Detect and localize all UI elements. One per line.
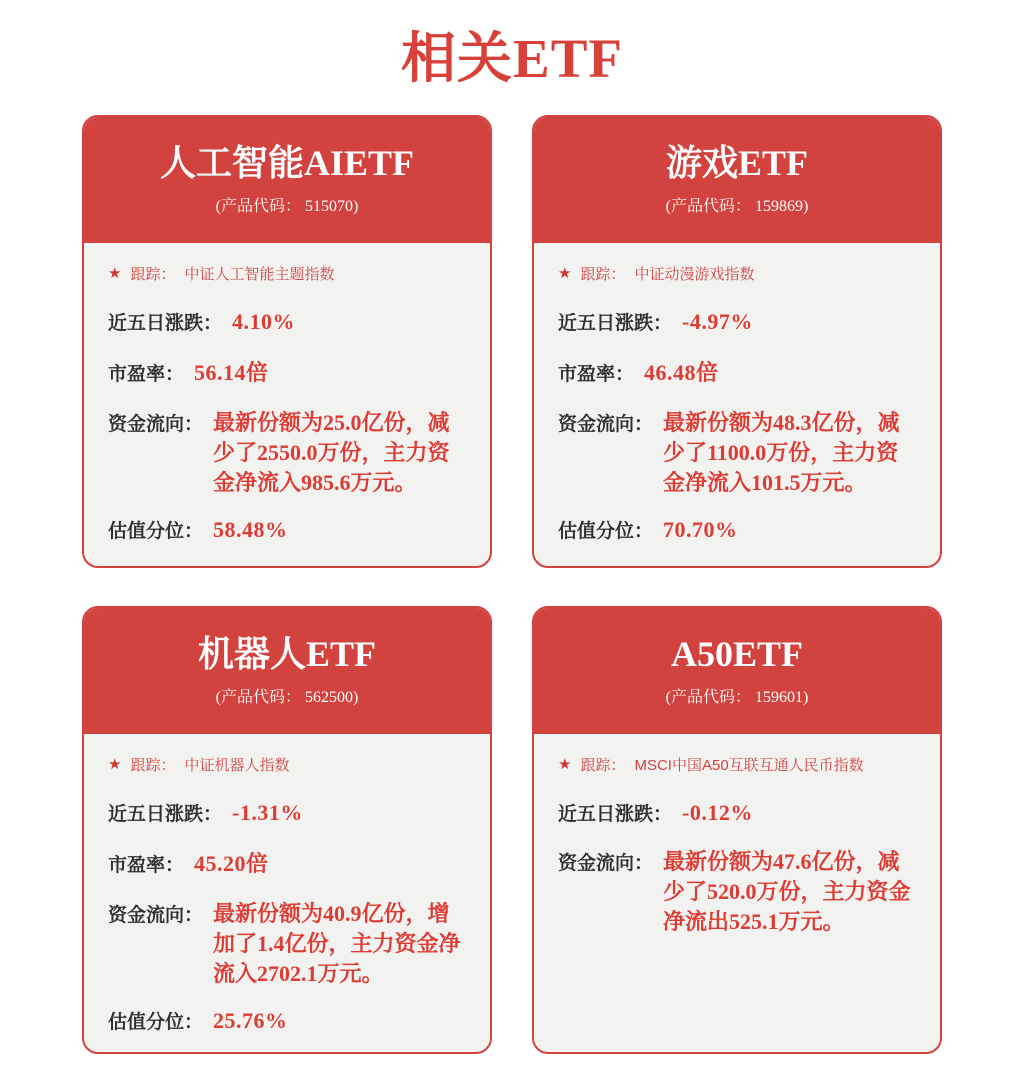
five-day-label: 近五日涨跌： [108, 804, 223, 825]
five-day-label: 近五日涨跌： [558, 804, 673, 825]
pe-label: 市盈率： [558, 364, 635, 385]
flow-label: 资金流向： [558, 414, 654, 435]
valuation-value: 25.76% [213, 1007, 288, 1033]
track-row [108, 263, 468, 284]
valuation-label: 估值分位： [108, 1011, 204, 1033]
valuation-row [108, 1007, 468, 1034]
pe-value: 46.48倍 [644, 360, 719, 385]
track-index: 中证动漫游戏指数 [634, 266, 755, 283]
pe-label: 市盈率： [108, 855, 185, 876]
flow-label: 资金流向： [108, 905, 204, 926]
five-day-value: -4.97% [682, 309, 753, 334]
five-day-row [558, 308, 918, 335]
etf-name: 游戏ETF [665, 142, 808, 183]
track-label: 跟踪： [580, 757, 626, 774]
etf-product-code: (产品代码： 159869) [665, 197, 809, 215]
etf-card-a50 [532, 606, 942, 1054]
flow-label: 资金流向： [558, 853, 654, 874]
valuation-label: 估值分位： [108, 520, 204, 542]
track-index: 中证人工智能主题指数 [184, 266, 335, 283]
five-day-row [558, 799, 918, 826]
pe-value: 56.14倍 [194, 360, 269, 385]
valuation-value: 58.48% [213, 516, 288, 542]
pe-value: 45.20倍 [194, 851, 269, 876]
five-day-label: 近五日涨跌： [558, 313, 673, 334]
flow-row [108, 408, 468, 498]
card-body [84, 734, 490, 1054]
five-day-label: 近五日涨跌： [108, 313, 223, 334]
track-row [558, 263, 918, 284]
track-row [558, 754, 918, 775]
flow-row [558, 408, 918, 498]
etf-card-game [532, 115, 942, 568]
flow-label: 资金流向： [108, 414, 204, 435]
card-header [534, 608, 940, 734]
valuation-value: 70.70% [663, 516, 738, 542]
track-label: 跟踪： [130, 266, 176, 283]
etf-name: A50ETF [670, 633, 803, 674]
card-body [84, 243, 490, 568]
flow-value: 最新份额为40.9亿份，增加了1.4亿份，主力资金净流入2702.1万元。 [213, 901, 461, 986]
star-icon: ★ [108, 756, 122, 773]
page-title: 相关ETF [401, 28, 623, 89]
valuation-row [108, 516, 468, 543]
pe-row [108, 847, 468, 878]
etf-product-code: (产品代码： 515070) [215, 197, 359, 215]
etf-product-code: (产品代码： 159601) [665, 688, 809, 706]
etf-product-code: (产品代码： 562500) [215, 688, 359, 706]
etf-card-robot [82, 606, 492, 1054]
five-day-value: -1.31% [232, 800, 303, 825]
pe-label: 市盈率： [108, 364, 185, 385]
star-icon: ★ [108, 265, 122, 282]
five-day-row [108, 308, 468, 335]
star-icon: ★ [558, 265, 572, 282]
star-icon: ★ [558, 756, 572, 773]
track-label: 跟踪： [580, 266, 626, 283]
etf-cards-grid [82, 115, 942, 1054]
track-label: 跟踪： [130, 757, 176, 774]
flow-row [108, 899, 468, 989]
card-header [534, 117, 940, 243]
track-index: MSCI中国A50互联互通人民币指数 [634, 757, 864, 774]
track-row [108, 754, 468, 775]
card-body [534, 243, 940, 568]
flow-value: 最新份额为47.6亿份，减少了520.0万份，主力资金净流出525.1万元。 [663, 849, 911, 934]
flow-row [558, 847, 918, 937]
five-day-value: -0.12% [682, 800, 753, 825]
card-body [534, 734, 940, 1052]
card-header [84, 608, 490, 734]
etf-name: 机器人ETF [197, 633, 376, 674]
five-day-row [108, 799, 468, 826]
valuation-row [558, 516, 918, 543]
valuation-label: 估值分位： [558, 520, 654, 542]
track-index: 中证机器人指数 [184, 757, 290, 774]
five-day-value: 4.10% [232, 309, 296, 334]
pe-row [108, 356, 468, 387]
flow-value: 最新份额为25.0亿份，减少了2550.0万份，主力资金净流入985.6万元。 [213, 410, 450, 495]
etf-card-ai [82, 115, 492, 568]
flow-value: 最新份额为48.3亿份，减少了1100.0万份，主力资金净流入101.5万元。 [663, 410, 900, 495]
etf-name: 人工智能AIETF [159, 142, 415, 183]
card-header [84, 117, 490, 243]
pe-row [558, 356, 918, 387]
